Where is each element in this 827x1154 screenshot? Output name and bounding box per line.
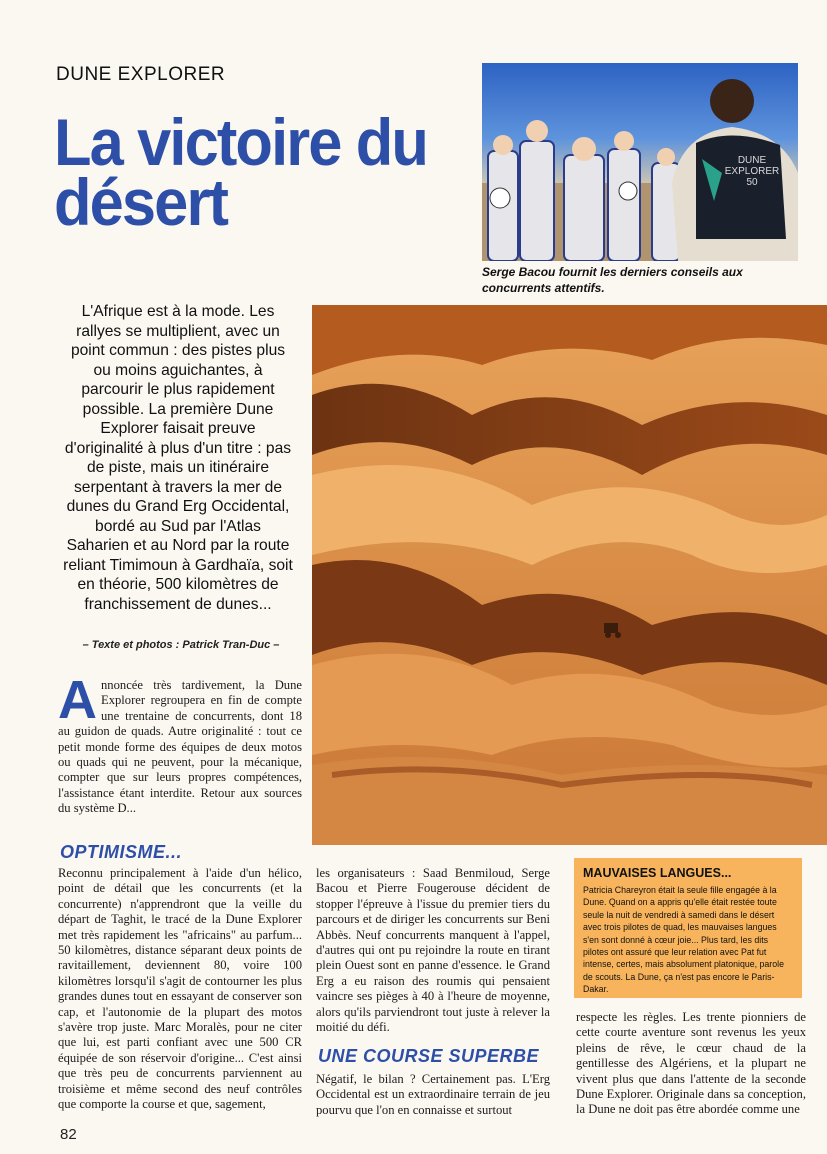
sidebar-body: Patricia Chareyron était la seule fille engagée à la Dune. Quand on a appris qu'elle était restée toute seule la nuit de vendredi à samedi dans le désert avec trois pilotes de quad, les mauvaises langues s'en sont donné à cœur joie... Plus tard, les dits pilotes ont assuré que leur relation avec Pat fut intense, certes, mais absolument platonique, parole de scouts. La Dune, ça n'est pas encore le Paris-Dakar. [583,885,784,995]
author-credit: – Texte et photos : Patrick Tran-Duc – [82,639,280,651]
jacket-logo-text: DUNE EXPLORER 50 [724,155,780,188]
riders-photo [482,63,798,261]
column-2-text: les organisateurs : Saad Benmiloud, Serge Bacou et Pierre Fougerouse décident de stopper l'épreuve à l'issue du premier tiers du parcours et de diriger les concurrents sur Beni Abbès. Neuf concurrents manquent à l'appel, d'autres qui ont pu rejoindre la route en tirant plein Ouest sont en panne d'essence. le Grand Erg a eu raison des roumis qui pensaient vaincre ses pièges à 40 à l'heure de moyenne, alors qu'ils parviendront tout juste à relever la moitié du défi. [316,866,550,1035]
page-number: 82 [60,1126,77,1143]
subheading-course-superbe: UNE COURSE SUPERBE [318,1046,540,1066]
subheading-optimisme: OPTIMISME... [60,842,183,862]
sidebar-title: MAUVAISES LANGUES... [583,866,732,880]
sidebar-box [574,858,802,998]
column-1-text: Reconnu principalement à l'aide d'un hélico, point de détail que les concurrents (et la concurrente) n'apprendront que la veille du départ de Taghit, le tracé de la Dune Explorer met très rapidement les "africains" au parfum... 50 kilomètres, distance séparant deux points de ravitaillement, deviennent 80, voire 100 kilomètres lorsqu'il s'agit de contourner les plus grandes dunes tout en essayant de conserver son cap, et l'autonomie de la plupart des motos s'avère trop juste. Marc Moralès, pour ne citer que lui, est parti confiant avec une 500 CR équipée de son réservoir d'origine... C'est ainsi que très peu de concurrents parviennent au troisième et même second des neuf contrôles que comporte la course et que, sagement, [58,866,302,1112]
lead-text: nnoncée très tardivement, la Dune Explorer regroupera en fin de compte une trentaine de concurrents, dont 18 au guidon de quads. Autre originalité : tout ce petit monde forme des équipes de deux motos ou quads qui ne peuvent, pour la mécanique, compter que sur leurs propres compétences, l'assistance étant interdite. Retour aux sources du système D... [58,678,302,816]
dropcap: A [58,670,97,730]
headline: La victoire du désert [54,105,428,239]
column-2b-text: Négatif, le bilan ? Certainement pas. L'Erg Occidental est un extraordinaire terrain de jeu pourvu que l'on en connaisse et surtout [316,1072,550,1117]
lead-paragraph [58,670,302,817]
column-3-text: respecte les règles. Les trente pionniers de cette courte aventure sont revenus les yeux pleins de rêve, le cœur chaud de la gentillesse des Algériens, et la plupart ne vivent plus que dans l'attente de la seconde Dune Explorer. Originale dans sa conception, la Dune ne doit pas être abordée comme une [576,1010,806,1117]
section-label: DUNE EXPLORER [56,64,226,85]
desert-dunes-photo [312,305,827,845]
intro-paragraph: L'Afrique est à la mode. Les rallyes se multiplient, avec un point commun : des pistes plus ou moins aguichantes, à parcourir le plus rapidement possible. La première Dune Explorer faisait preuve d'originalité à plus d'un titre : pas de piste, mais un itinéraire serpentant à travers la mer de dunes du Grand Erg Occidental, bordé au Sud par l'Atlas Saharien et au Nord par la route reliant Timimoun à Gardhaïa, soit en théorie, 500 kilomètres de franchissement de dunes... [63,303,293,613]
photo-caption: Serge Bacou fournit les derniers conseils aux concurrents attentifs. [482,265,743,295]
